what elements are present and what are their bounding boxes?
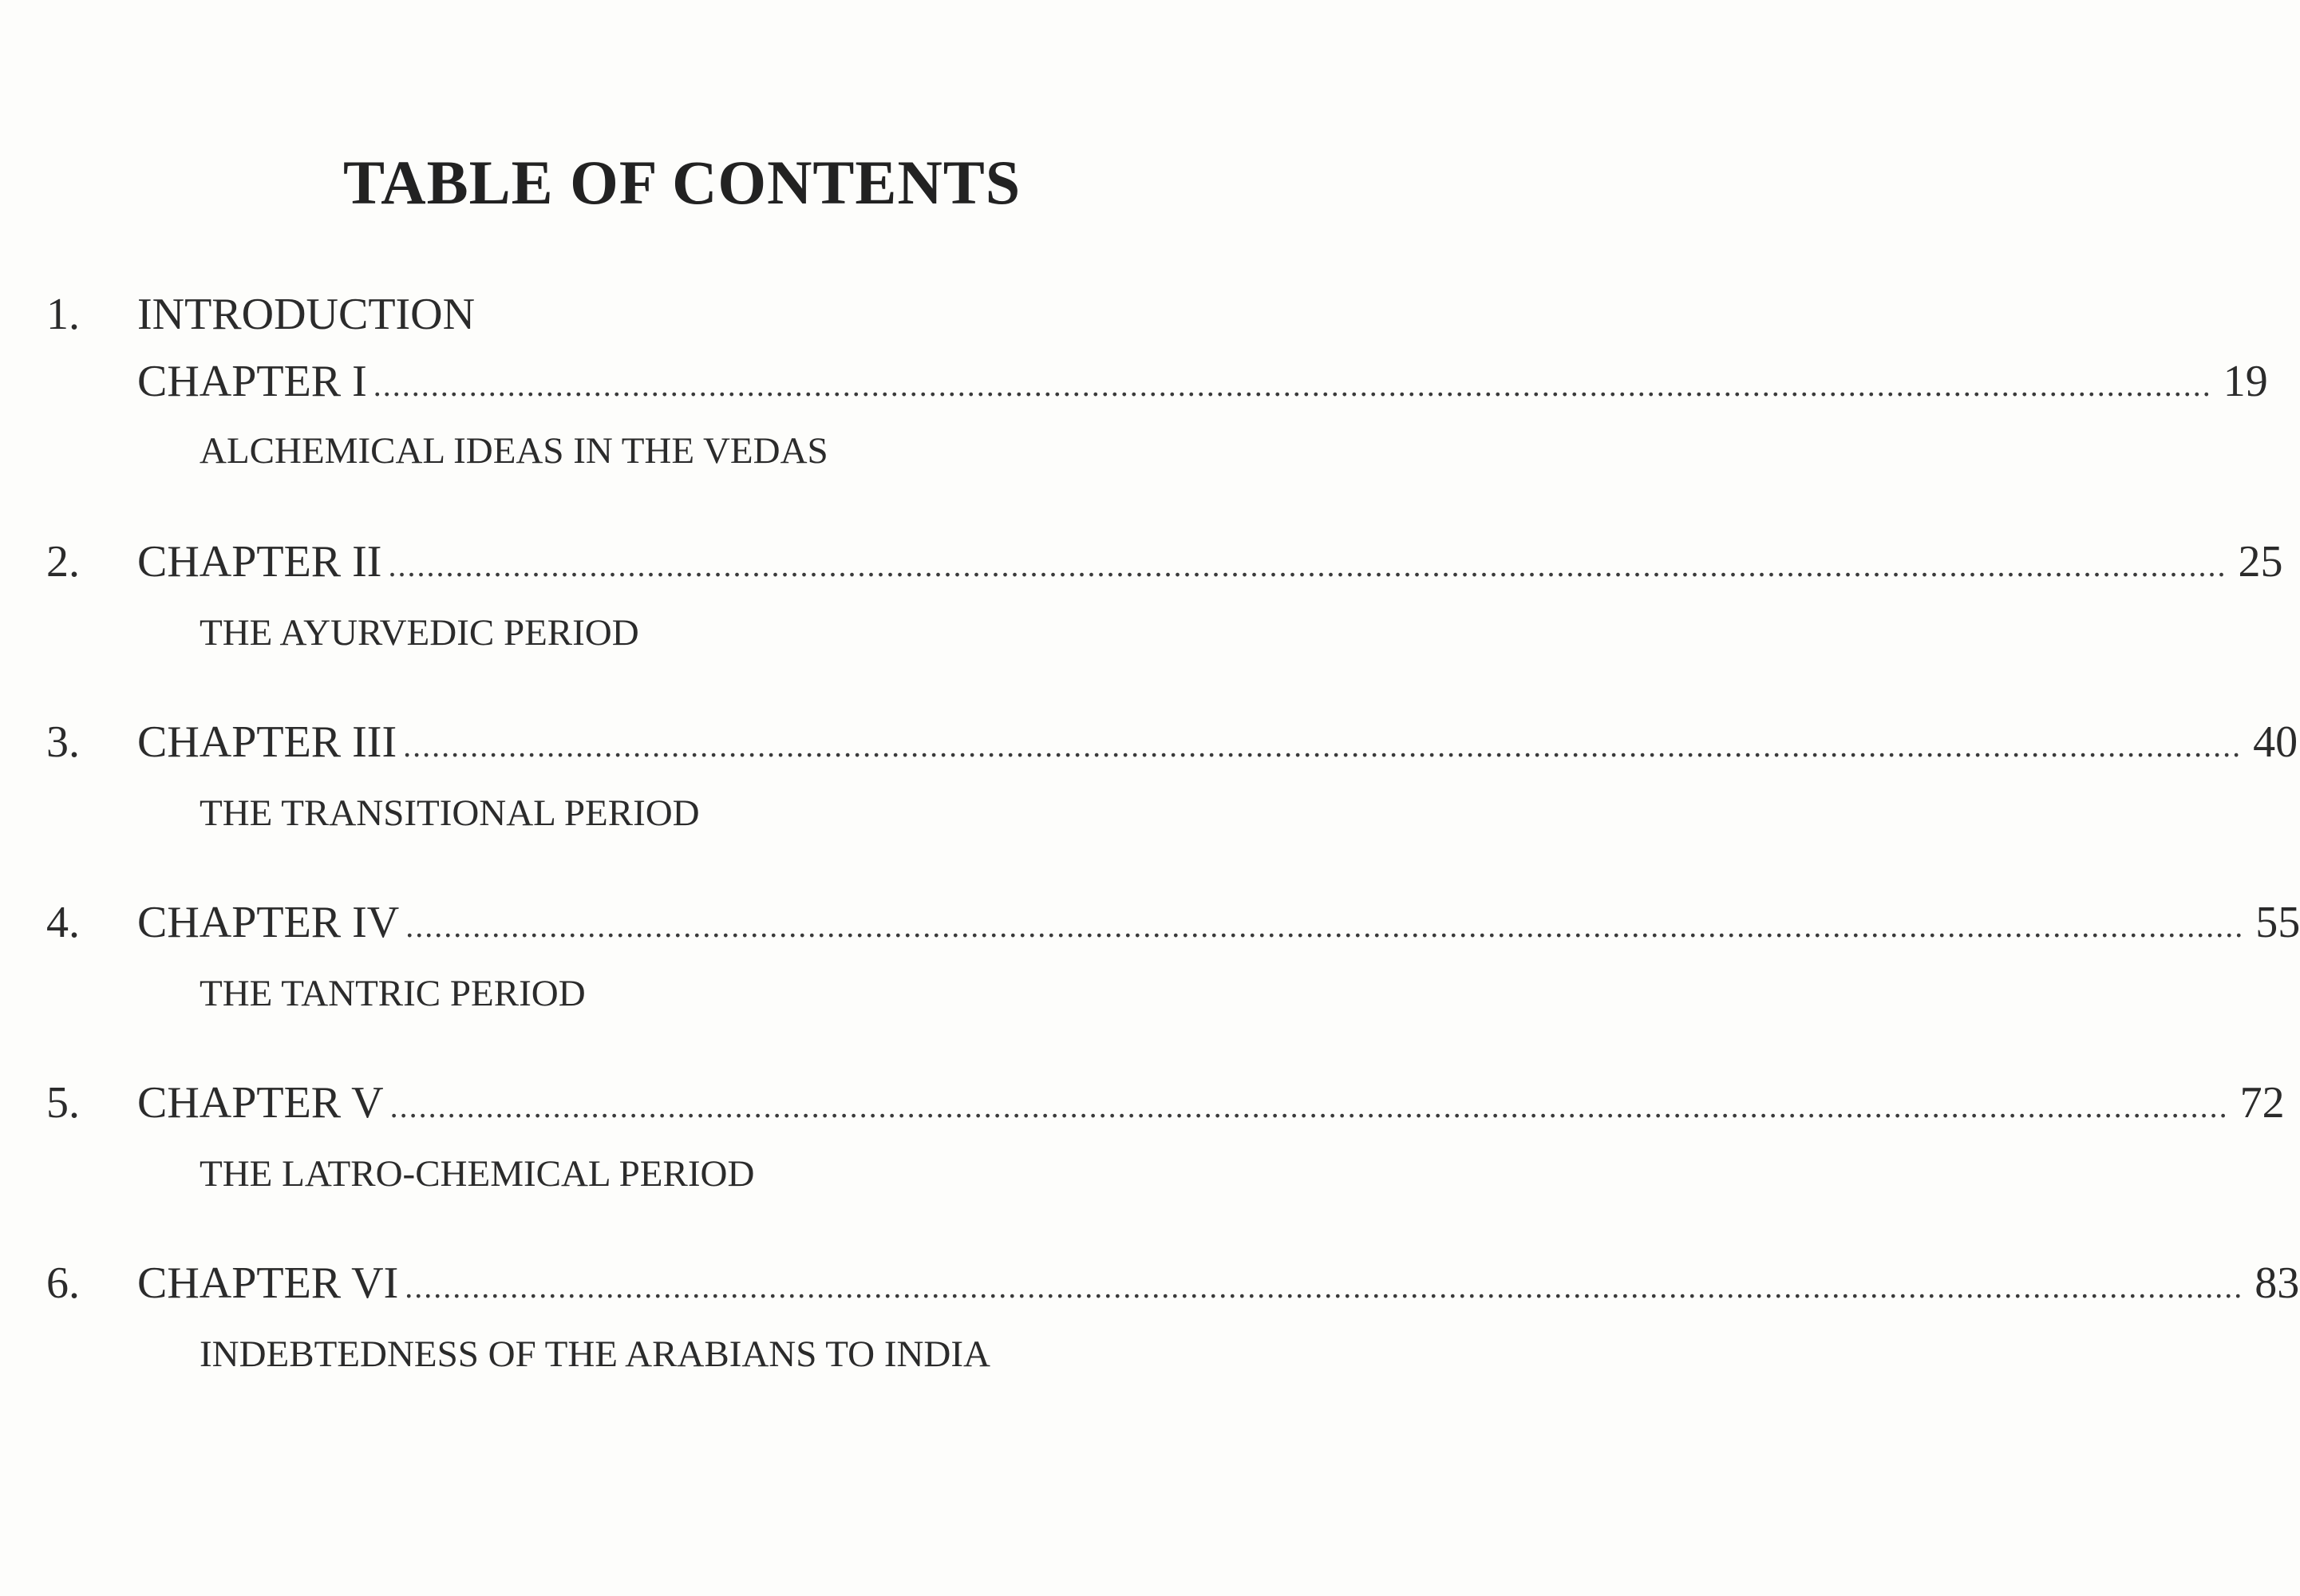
entry-heading-line[interactable]	[137, 1258, 2300, 1309]
dot-leader: ................................................................................................................................................................................................	[388, 547, 2227, 583]
page-title: TABLE OF CONTENTS	[343, 148, 1022, 217]
entry-heading-line[interactable]	[137, 1077, 2285, 1128]
entry-number: 4.	[46, 898, 80, 947]
entry-number: 6.	[46, 1258, 80, 1308]
entry-subtitle: THE AYURVEDIC PERIOD	[200, 612, 639, 654]
entry-heading: CHAPTER V	[137, 1078, 384, 1128]
entry-subtitle: ALCHEMICAL IDEAS IN THE VEDAS	[200, 430, 828, 472]
entry-heading: CHAPTER I	[137, 357, 367, 406]
entry-heading-line[interactable]	[137, 717, 2298, 768]
entry-heading: CHAPTER II	[137, 537, 382, 587]
dot-leader: ................................................................................................................................................................................................	[389, 1088, 2229, 1124]
entry-subtitle: THE TRANSITIONAL PERIOD	[200, 792, 700, 834]
entry-number: 1.	[46, 290, 80, 339]
entry-heading: CHAPTER VI	[137, 1258, 399, 1308]
entry-page-number: 72	[2239, 1078, 2285, 1128]
entry-subtitle: THE TANTRIC PERIOD	[200, 973, 586, 1014]
entry-page-number: 19	[2223, 357, 2268, 406]
entry-subtitle: INDEBTEDNESS OF THE ARABIANS TO INDIA	[200, 1333, 990, 1375]
entry-number: 2.	[46, 537, 80, 587]
entry-heading: CHAPTER III	[137, 717, 397, 767]
entry-page-number: 55	[2255, 898, 2300, 947]
dot-leader: ................................................................................................................................................................................................	[403, 728, 2243, 764]
entry-number: 5.	[46, 1078, 80, 1128]
dot-leader: ................................................................................................................................................................................................	[405, 1269, 2244, 1305]
entry-pre-heading: INTRODUCTION	[137, 290, 476, 339]
entry-heading-line[interactable]	[137, 897, 2300, 948]
entry-heading-line[interactable]	[137, 536, 2283, 587]
entry-heading: CHAPTER IV	[137, 898, 400, 947]
entry-number: 3.	[46, 717, 80, 767]
entry-subtitle: THE LATRO-CHEMICAL PERIOD	[200, 1153, 755, 1195]
entry-page-number: 25	[2238, 537, 2283, 587]
entry-page-number: 40	[2253, 717, 2298, 767]
dot-leader: ................................................................................................................................................................................................	[373, 367, 2212, 403]
dot-leader: ................................................................................................................................................................................................	[405, 908, 2245, 944]
entry-page-number: 83	[2255, 1258, 2300, 1308]
entry-heading-line[interactable]	[137, 356, 2268, 407]
